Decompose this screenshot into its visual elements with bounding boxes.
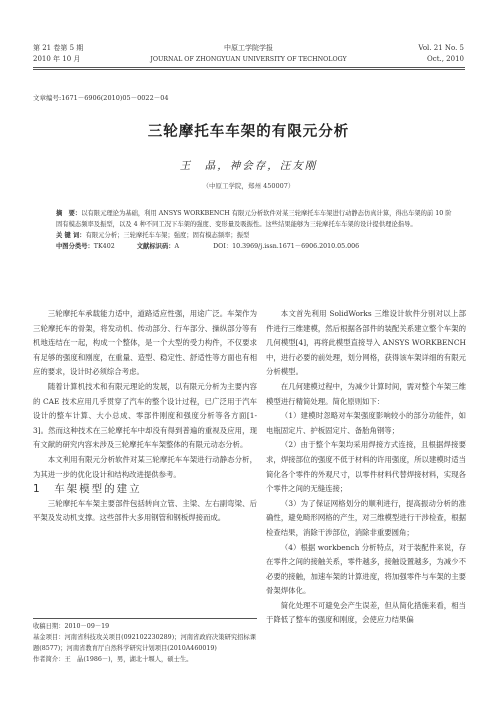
- paper-title: 三轮摩托车车架的有限元分析: [147, 124, 350, 140]
- header-rule: [33, 67, 465, 68]
- fund-info: 基金项目：河南省科技攻关项目(092102230289)；河南省政府决策研究招标课题(8577)；河南省教育厅自然科学研究计划项目(2010A460019): [33, 634, 257, 652]
- affiliation: （中原工学院，郑州 450007）: [202, 182, 295, 190]
- journal-date: 2010 年 10 月: [33, 55, 81, 63]
- classification: [56, 241, 454, 252]
- paragraph: 本文利用有限元分析软件对某三轮摩托车车架进行动静态分析，为其进一步的优化设计和结构改进提供参考。: [33, 454, 257, 479]
- clc-label: 中图分类号：: [56, 243, 94, 250]
- abstract-block: [56, 208, 454, 252]
- paragraph: 三轮摩托车承载能力适中，道路适应性强，用途广泛。车架作为三轮摩托车的骨架，将发动机、传动部分、行车部分、操纵部分等有机地连结在一起，构成一个整体，是一个大型的受力构件，不仅要求有足够的强度和刚度，在重量、造型、稳定性、舒适性等方面也有相应的要求，设计时必须综合考虑。: [33, 309, 257, 377]
- doc-code-value: A: [174, 243, 180, 250]
- abstract-label: 摘 要：: [56, 210, 82, 217]
- abstract-text: 以有限元理论为基础，利用 ANSYS WORKBENCH 有限元分析软件对某三轮摩托车车架进行动静态仿真计算，得出车架的前 10 阶固有模态频率及振型，以及 4 种不同工况下车架的强度、变形量及吸振性。这些结果能够为三轮摩托车车架的设计提供理论指导。: [56, 210, 452, 228]
- paragraph: 在几何建模过程中，为减少计算时间，需对整个车架三维模型进行精简处理。简化原则如下：: [266, 381, 466, 406]
- journal-volume-en: Vol. 21 No. 5: [418, 44, 464, 52]
- keywords-text: 有限元分析；三轮摩托车车架；强度；固有模态频率；振型: [85, 232, 250, 239]
- journal-date-en: Oct., 2010: [427, 55, 464, 63]
- authors: 王 晶，神会存，汪友刚: [179, 160, 318, 172]
- paragraph: 三轮摩托车车架主要部件包括转向立管、主梁、左右副弯梁、后平架及发动机支撑。这些部件大多用钢管和钢板焊接而成。: [33, 498, 257, 523]
- keywords: [56, 230, 454, 241]
- article-number: 文章编号:1671－6906(2010)05－0022－04: [33, 94, 169, 102]
- keywords-label: 关 键 词：: [56, 232, 86, 239]
- header-rule-2: [33, 69, 465, 70]
- journal-volume: 第 21 卷第 5 期: [33, 44, 84, 52]
- paragraph: （4）根据 workbench 分析特点，对于装配件来说，存在零件之间的接触关系，零件越多，接触设置越多，为减少不必要的接触，加速车架的计算进度，将加强零件与车架的主要骨架焊体化。: [266, 542, 466, 596]
- paragraph: （3）为了保证网格划分的顺利进行，提高振动分析的准确性，避免畸形网格的产生，对三维模型进行干涉检查，根据检查结果，消除干涉部位，消除非重要圆角；: [266, 498, 466, 537]
- right-column: [266, 307, 466, 628]
- footnotes: [33, 621, 258, 665]
- paragraph: 本文首先利用 SolidWorks 三维设计软件分别对以上部件进行三维建模，然后根据各部件的装配关系建立整个车架的几何模型[4]，再将此模型直接导入 ANSYS WORKBENCH 中，进行必要的前处理，划分网格，获得该车架详细的有限元分析模型。: [266, 309, 466, 377]
- author-bio: 作者简介：王 晶(1986－)，男，湖北十堰人，硕士生。: [33, 656, 193, 663]
- abstract: [56, 208, 454, 230]
- journal-name-en: JOURNAL OF ZHONGYUAN UNIVERSITY OF TECHNOLOGY: [150, 56, 347, 63]
- paragraph: （2）由于整个车架均采用焊接方式连接，且根据焊接要求，焊接部位的强度不低于材料的许用强度，所以建模时适当简化各个零件的外观尺寸，以零件材料代替焊接材料，实现各个零件之间的无缝连接；: [266, 440, 466, 494]
- paragraph: 随着计算机技术和有限元理论的发展，以有限元分析为主要内容的 CAE 技术应用几乎贯穿了汽车的整个设计过程，已广泛用于汽车设计的整车计算、大小总成、零部件刚度和强度分析等各方面[1-3]。然而这种技术在三轮摩托车中却没有得到普遍的重视及应用，现有文献的研究内容未涉及三轮摩托车车架整体的有限元动态分析。: [33, 381, 257, 450]
- clc-value: TK402: [93, 243, 115, 250]
- paragraph: （1）建模时忽略对车架强度影响较小的部分功能件，如电瓶固定片、护板固定片、备胎角钢等；: [266, 411, 466, 435]
- doi: DOI：10.3969/j.issn.1671－6906.2010.05.006: [213, 243, 360, 250]
- left-column: [33, 307, 257, 526]
- paragraph: 简化处理不可避免会产生误差，但从简化措施来看，相当于降低了整车的强度和刚度，会使应力结果偏: [266, 600, 466, 625]
- doc-code-label: 文献标识码：: [136, 243, 175, 250]
- section-heading: 1 车架模型的建立: [33, 483, 142, 496]
- received-date: 收稿日期：2010－09－19: [33, 623, 110, 630]
- journal-name: 中原工学院学报: [224, 44, 273, 52]
- footnote-rule: [33, 618, 257, 619]
